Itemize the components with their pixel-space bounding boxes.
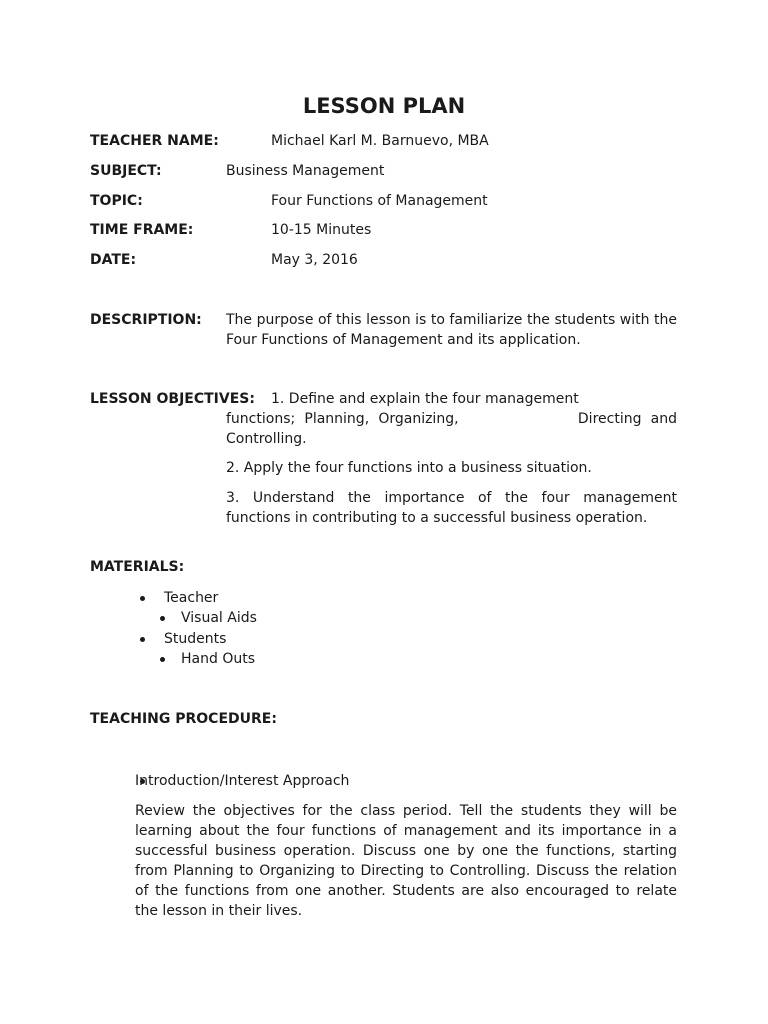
materials-students-item: Hand Outs: [181, 651, 255, 667]
bullet-icon: [160, 616, 165, 621]
objectives-label: LESSON OBJECTIVES:: [90, 391, 255, 407]
objective-3: 3. Understand the importance of the four management functions in contributing to a successful business operation.: [226, 490, 677, 526]
time-frame-value: 10-15 Minutes: [271, 222, 372, 238]
bullet-icon: [140, 596, 145, 601]
objective-1-line-text: 1. Define and explain the four management: [271, 391, 579, 407]
date-label: DATE:: [90, 252, 137, 268]
date-value: May 3, 2016: [271, 252, 358, 268]
topic-label: TOPIC:: [90, 193, 143, 209]
document-title: LESSON PLAN: [302, 94, 466, 118]
materials-teacher: Teacher: [164, 590, 219, 606]
objective-1-continuation: functions; Planning, Organizing, Directing and Controlling.: [226, 411, 677, 447]
subject-value: Business Management: [226, 163, 385, 179]
time-frame-label: TIME FRAME:: [90, 222, 194, 238]
materials-students: Students: [164, 631, 227, 647]
procedure-step-title: Introduction/Interest Approach: [135, 773, 350, 789]
topic-value: Four Functions of Management: [271, 193, 488, 209]
description-label: DESCRIPTION:: [90, 312, 202, 328]
materials-teacher-item: Visual Aids: [181, 610, 257, 626]
teacher-name-label: TEACHER NAME:: [90, 133, 219, 149]
objective-1-first-line: [271, 389, 677, 409]
bullet-icon: [140, 637, 145, 642]
procedure-step-text: Review the objectives for the class period. Tell the students they will be learning about the four functions of management and its importance in a successful business operation. Discuss one by one the functions, starting from Planning to Organizing to Directing to Controlling. Discuss the relation of the functions from one another. Students are also encouraged to relate the lesson in their lives.: [135, 803, 677, 919]
description-text: The purpose of this lesson is to familiarize the students with the Four Functions of Management and its application.: [226, 312, 677, 348]
subject-label: SUBJECT:: [90, 163, 162, 179]
objective-2: 2. Apply the four functions into a business situation.: [226, 460, 592, 476]
procedure-label: TEACHING PROCEDURE:: [90, 711, 277, 727]
materials-label: MATERIALS:: [90, 559, 185, 575]
teacher-name-value: Michael Karl M. Barnuevo, MBA: [271, 133, 489, 149]
bullet-icon: [160, 657, 165, 662]
